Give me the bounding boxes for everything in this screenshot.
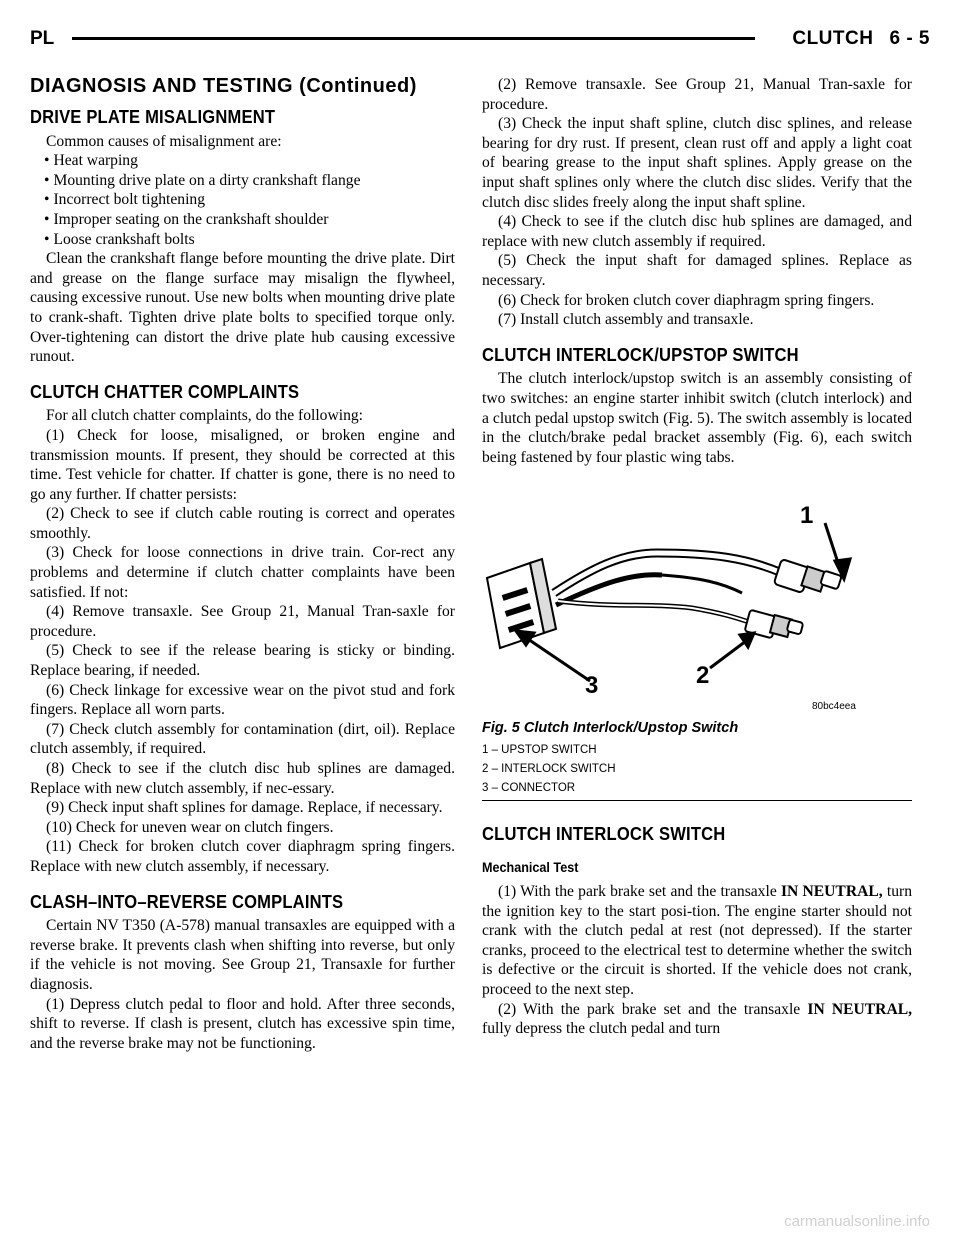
paragraph: For all clutch chatter complaints, do the following: [46,407,363,425]
figure-caption: Fig. 5 Clutch Interlock/Upstop Switch [482,720,739,737]
bullet-icon: • [44,152,50,170]
bullet-icon: • [44,230,50,248]
bullet-item: • Heat warping [44,152,138,170]
step-paragraph: (4) Check to see if the clutch disc hub splines are damaged, and replace with new clutch assembly if required. [482,213,912,250]
bullet-icon: • [44,191,50,209]
bullet-item: • Loose crankshaft bolts [44,230,195,248]
header-page-number: 6 - 5 [889,28,930,49]
legend-item: 3 – CONNECTOR [482,781,576,794]
bullet-item: • Mounting drive plate on a dirty crankshaft flange [44,171,361,189]
heading-interlock-upstop-switch: CLUTCH INTERLOCK/UPSTOP SWITCH [482,344,799,365]
step-paragraph: (1) Depress clutch pedal to floor and hold. After three seconds, shift to reverse. If clash is present, clutch has excessive spin time, and the reverse brake may not be functioning. [30,995,455,1052]
legend-item: 2 – INTERLOCK SWITCH [482,762,616,775]
left-column [30,108,455,1053]
step-paragraph: (7) Install clutch assembly and transaxle. [498,311,754,329]
heading-drive-plate-misalignment: DRIVE PLATE MISALIGNMENT [30,107,276,127]
step-paragraph: (4) Remove transaxle. See Group 21, Manual Tran-saxle for procedure. [30,603,455,640]
legend-item: 1 – UPSTOP SWITCH [482,743,597,756]
step-paragraph: (1) With the park brake set and the transaxle IN NEUTRAL, turn the ignition key to the start posi-tion. The engine starter should not crank with the clutch pedal at rest (not depressed). If the starter cranks, proceed to the electrical test to determine whether the switch is defective or the circuit is shorted. If the vehicle does not crank, proceed to the next step. [482,883,912,999]
step-paragraph: (10) Check for uneven wear on clutch fingers. [46,818,334,836]
figure-legend [482,741,912,798]
step-paragraph: (11) Check for broken clutch cover diaphragm spring fingers. Replace with new clutch assembly, if necessary. [30,838,455,875]
page-header [30,20,930,60]
figure-code: 80bc4eea [812,701,856,713]
upstop-switch-icon [774,559,842,593]
callout-1: 1 [800,502,814,530]
callout-2: 2 [696,662,710,690]
wire-harness-icon [554,553,782,623]
heading-clutch-chatter: CLUTCH CHATTER COMPLAINTS [30,381,300,402]
step-paragraph: (5) Check to see if the release bearing is sticky or binding. Replace bearing, if needed. [30,642,455,680]
header-model: PL [30,28,55,49]
step-paragraph: (1) Check for loose, misaligned, or broken engine and transmission mounts. If present, they should be corrected at this time. Test vehicle for chatter. If chatter is gone, there is no need to go any further. If chatter persists: [30,426,455,503]
heading-interlock-switch: CLUTCH INTERLOCK SWITCH [482,823,726,844]
figure-rule [482,800,912,801]
right-column [482,75,912,1039]
switch-illustration [482,483,877,713]
step-paragraph: (8) Check to see if the clutch disc hub splines are damaged. Replace with new clutch assembly, if nec-essary. [30,760,455,797]
step-paragraph: (2) Remove transaxle. See Group 21, Manual Tran-saxle for procedure. [482,76,912,113]
watermark: carmanualsonline.info [784,1213,930,1230]
bullet-list [30,151,455,249]
section-title: DIAGNOSIS AND TESTING (Continued) [30,75,417,97]
callout-3: 3 [585,672,599,700]
bullet-item: • Incorrect bolt tightening [44,191,206,209]
step-paragraph: (9) Check input shaft splines for damage. Replace, if necessary. [46,799,443,817]
step-paragraph: (7) Check clutch assembly for contamination (dirt, oil). Replace clutch assembly, if required. [30,720,455,758]
header-section: CLUTCH [792,28,874,49]
heading-clash-into-reverse: CLASH–INTO–REVERSE COMPLAINTS [30,891,344,912]
paragraph: The clutch interlock/upstop switch is an assembly consisting of two switches: an engine starter inhibit switch (clutch interlock) and a clutch pedal upstop switch (Fig. 5). The switch assembly is located in the clutch/brake pedal bracket assembly (Fig. 6), each switch being fastened by four plastic wing tabs. [482,370,912,466]
step-paragraph: (5) Check the input shaft for damaged splines. Replace as necessary. [482,252,912,289]
bullet-icon: • [44,210,50,228]
step-paragraph: (6) Check linkage for excessive wear on the pivot stud and fork fingers. Replace all worn parts. [30,681,455,719]
subheading-mechanical-test: Mechanical Test [482,859,579,876]
paragraph: Certain NV T350 (A-578) manual transaxles are equipped with a reverse brake. It prevents clash when shifting into reverse, but only if the vehicle is not moving. See Group 21, Transaxle for further diagnosis. [30,917,455,993]
bullet-icon: • [44,171,50,189]
header-section-page [792,28,930,50]
step-paragraph: (3) Check the input shaft spline, clutch disc splines, and release bearing for dry rust. If present, clean rust off and apply a light coat of bearing grease to the input shaft splines. Apply grease on the input shaft splines only where the clutch disc slides. Verify that the clutch disc slides freely along the input shaft spline. [482,115,912,211]
step-paragraph: (6) Check for broken clutch cover diaphragm spring fingers. [498,291,875,309]
step-paragraph: (3) Check for loose connections in drive train. Cor-rect any problems and determine if clutch chatter complaints have been satisfied. If not: [30,544,455,601]
step-paragraph: (2) Check to see if clutch cable routing is correct and operates smoothly. [30,505,455,542]
header-rule [72,37,755,40]
step-paragraph: (2) With the park brake set and the transaxle IN NEUTRAL, fully depress the clutch pedal and turn [482,1000,913,1038]
paragraph: Common causes of misalignment are: [46,132,282,150]
paragraph: Clean the crankshaft flange before mounting the drive plate. Dirt and grease on the flange surface may misalign the flywheel, causing excessive runout. Use new bolts when mounting drive plate to crank-shaft. Tighten drive plate bolts to specified torque only. Over-tightening can distort the drive plate hub causing excessive runout. [30,250,455,366]
bullet-item: • Improper seating on the crankshaft shoulder [44,210,329,228]
figure-interlock-switch [482,483,877,713]
